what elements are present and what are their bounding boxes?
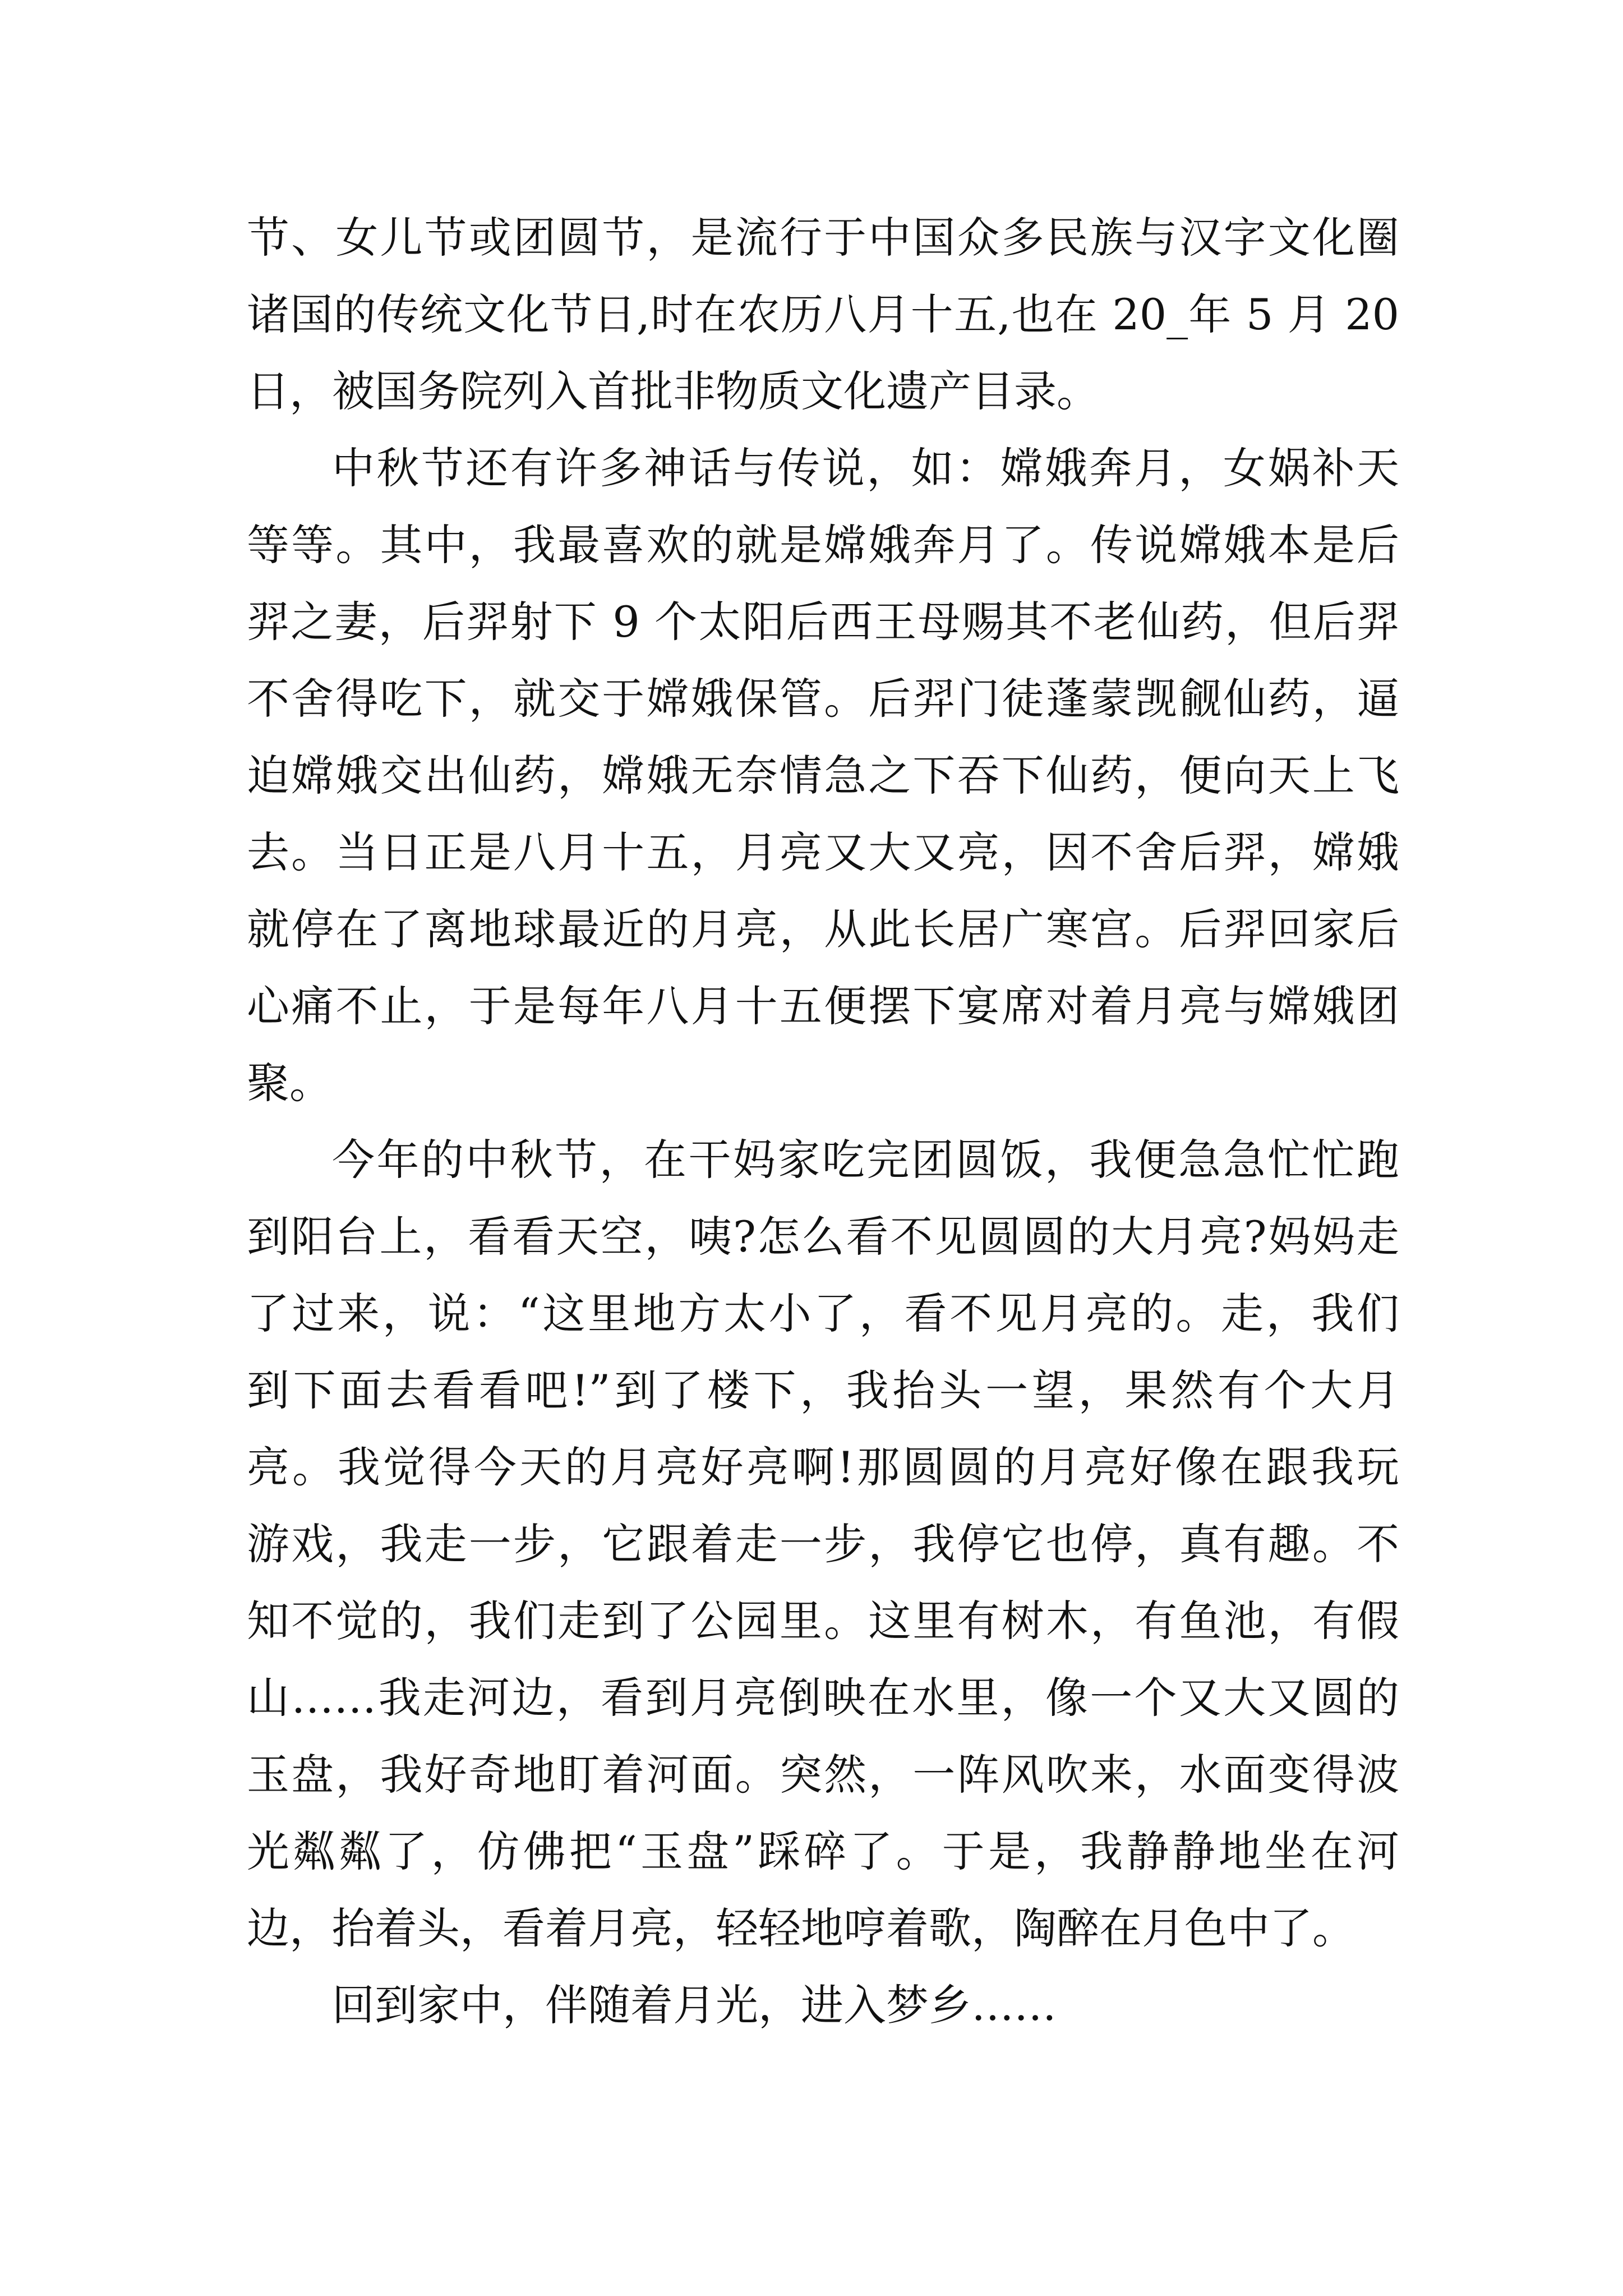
text-line: 节、女儿节或团圆节，是流行于中国众多民族与汉字文化圈 (247, 213, 1399, 263)
text-line: 聚。 (247, 1058, 332, 1108)
text-line: 回到家中，伴随着月光，进入梦乡…… (332, 1980, 1057, 2030)
text-line: 到下面去看看吧!”到了楼下，我抬头一望，果然有个大月 (247, 1365, 1399, 1415)
text-line: 日，被国务院列入首批非物质文化遗产目录。 (247, 366, 1099, 416)
text-line: 心痛不止，于是每年八月十五便摆下宴席对着月亮与嫦娥团 (247, 981, 1399, 1031)
text-line: 到阳台上，看看天空，咦?怎么看不见圆圆的大月亮?妈妈走 (247, 1212, 1399, 1262)
text-line: 光粼粼了，仿佛把“玉盘”踩碎了。于是，我静静地坐在河 (247, 1826, 1399, 1876)
text-line: 就停在了离地球最近的月亮，从此长居广寒宫。后羿回家后 (247, 904, 1399, 954)
paragraph-4 (247, 1967, 1399, 2044)
text-line: 诸国的传统文化节日,时在农历八月十五,也在 20_年 5 月 20 (247, 289, 1399, 339)
text-line: 去。当日正是八月十五，月亮又大又亮，因不舍后羿，嫦娥 (247, 827, 1399, 877)
text-line: 羿之妻，后羿射下 9 个太阳后西王母赐其不老仙药，但后羿 (247, 597, 1399, 647)
text-line: 了过来，说：“这里地方太小了，看不见月亮的。走，我们 (247, 1289, 1399, 1338)
paragraph-2 (247, 430, 1399, 1121)
paragraph-1 (247, 199, 1399, 430)
text-line: 亮。我觉得今天的月亮好亮啊!那圆圆的月亮好像在跟我玩 (247, 1442, 1399, 1492)
text-line: 山……我走河边，看到月亮倒映在水里，像一个又大又圆的 (247, 1673, 1399, 1723)
text-line: 边，抬着头，看着月亮，轻轻地哼着歌，陶醉在月色中了。 (247, 1903, 1355, 1953)
text-line: 中秋节还有许多神话与传说，如：嫦娥奔月，女娲补天 (332, 443, 1399, 493)
text-line: 迫嫦娥交出仙药，嫦娥无奈情急之下吞下仙药，便向天上飞 (247, 751, 1399, 800)
text-line: 知不觉的，我们走到了公园里。这里有树木，有鱼池，有假 (247, 1596, 1399, 1646)
text-line: 玉盘，我好奇地盯着河面。突然，一阵风吹来，水面变得波 (247, 1750, 1399, 1800)
text-line: 游戏，我走一步，它跟着走一步，我停它也停，真有趣。不 (247, 1519, 1399, 1569)
paragraph-3 (247, 1121, 1399, 1967)
text-line: 等等。其中，我最喜欢的就是嫦娥奔月了。传说嫦娥本是后 (247, 520, 1399, 570)
document-body (247, 199, 1399, 2044)
text-line: 今年的中秋节，在干妈家吃完团圆饭，我便急急忙忙跑 (332, 1135, 1399, 1185)
text-line: 不舍得吃下，就交于嫦娥保管。后羿门徒蓬蒙觊觎仙药，逼 (247, 674, 1399, 724)
